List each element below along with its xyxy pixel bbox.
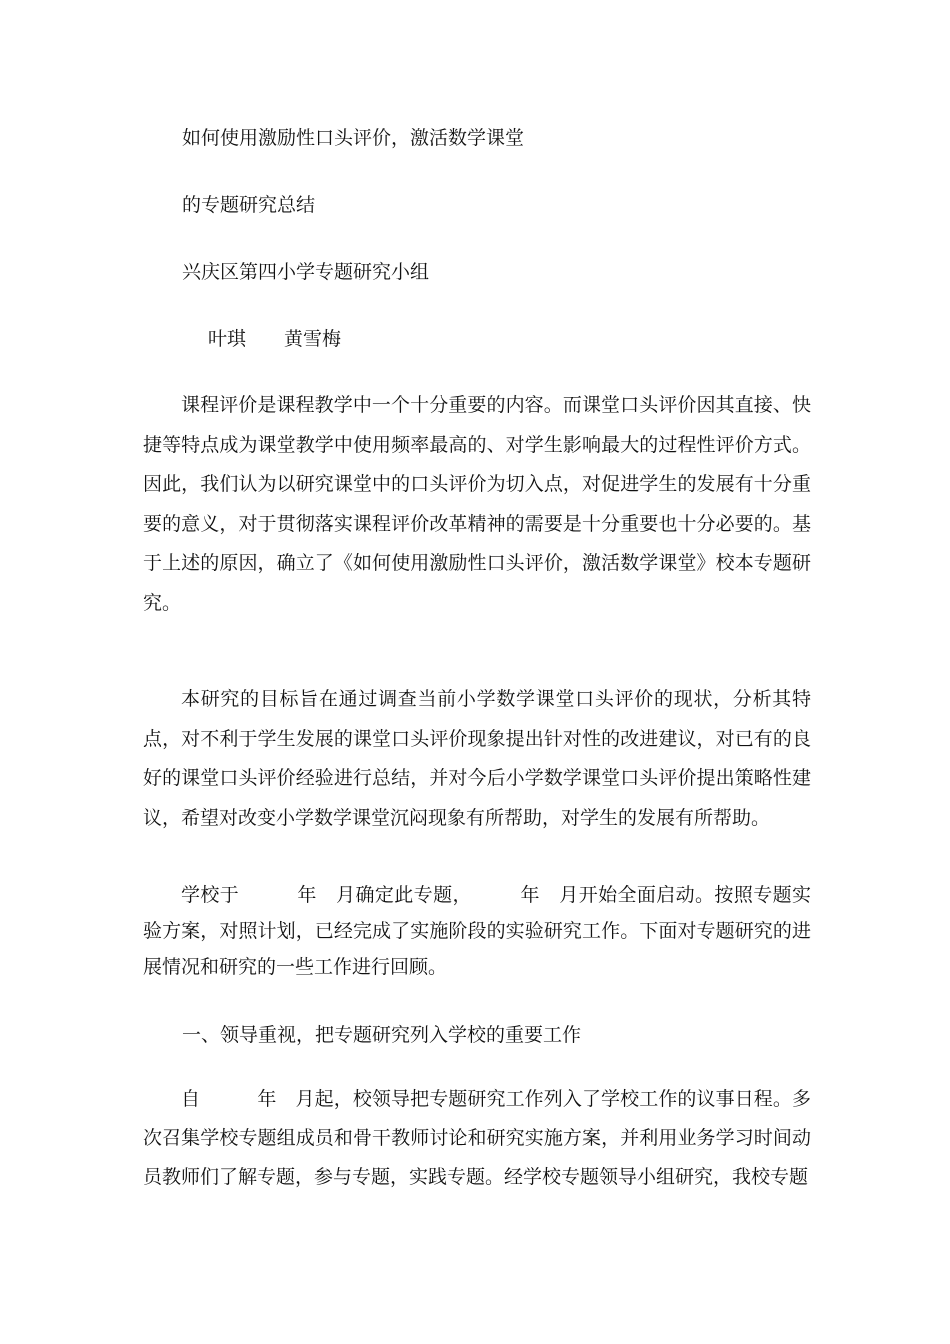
paragraph-background: 课程评价是课程教学中一个十分重要的内容。而课堂口头评价因其直接、快捷等特点成为课堂教学中使用频率最高的、对学生影响最大的过程性评价方式。因此，我们认为以研究课堂中的口头评价为切入点，对促进学生的发展有十分重要的意义，对于贯彻落实课程评价改革精神的需要是十分重要也十分必要的。基于上述的原因，确立了《如何使用激励性口头评价，激活数学课堂》校本专题研究。 [143, 394, 811, 614]
title-line-1: 如何使用激励性口头评价，激活数学课堂 [182, 127, 525, 149]
title-line-2: 的专题研究总结 [182, 194, 316, 216]
paragraph-timeline: 学校于 年 月确定此专题， 年 月开始全面启动。按照专题实验方案，对照计划，已经完成了实施阶段的实验研究工作。下面对专题研究的进展情况和研究的一些工作进行回顾。 [143, 884, 811, 978]
paragraph-research-goal: 本研究的目标旨在通过调查当前小学数学课堂口头评价的现状，分析其特点，对不利于学生发展的课堂口头评价现象提出针对性的改进建议，对已有的良好的课堂口头评价经验进行总结，并对今后小学数学课堂口头评价提出策略性建议，希望对改变小学数学课堂沉闷现象有所帮助，对学生的发展有所帮助。 [143, 688, 811, 829]
author-names: 叶琪 黄雪梅 [208, 328, 342, 350]
section-heading-1: 一、领导重视，把专题研究列入学校的重要工作 [182, 1024, 582, 1046]
paragraph-leadership: 自 年 月起，校领导把专题研究工作列入了学校工作的议事日程。多次召集学校专题组成员和骨干教师讨论和研究实施方案，并利用业务学习时间动员教师们了解专题，参与专题，实践专题。经学校专题领导小组研究，我校专题 [143, 1088, 811, 1188]
organization-name: 兴庆区第四小学专题研究小组 [182, 261, 430, 283]
